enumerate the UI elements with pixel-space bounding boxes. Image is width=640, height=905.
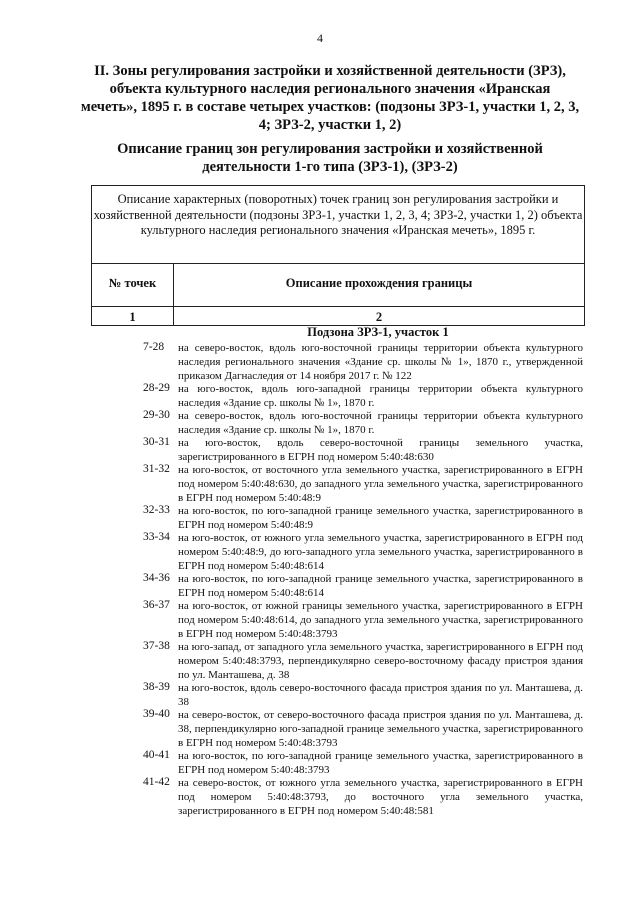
- row-points: 41-42: [143, 776, 170, 788]
- row-points: 29-30: [143, 409, 170, 421]
- subsection-title: Описание границ зон регулирования застройки и хозяйственной деятельности 1-го типа (ЗРЗ-1), (ЗРЗ-2): [117, 141, 543, 175]
- row-description: на юго-восток, от восточного угла земельного участка, зарегистрированного в ЕГРН под номером 5:40:48:630, до западного угла земельного участка, зарегистрированного в ЕГРН под номером 5:40:48:9: [178, 464, 583, 504]
- row-points: 7-28: [143, 341, 165, 353]
- row-description: на юго-запад, от западного угла земельного участка, зарегистрированного в ЕГРН под номером 5:40:48:3793, перпендикулярно северо-восточному фасаду пристроя здания по ул. Манташева, д. 38: [178, 641, 583, 681]
- page-number: 4: [317, 31, 323, 45]
- row-points: 34-36: [143, 572, 170, 584]
- row-points: 32-33: [143, 504, 170, 516]
- col-points-header: № точек: [108, 276, 157, 290]
- col-description-number: 2: [375, 310, 383, 324]
- row-points: 37-38: [143, 640, 170, 652]
- row-description: на юго-восток, от южного угла земельного участка, зарегистрированного в ЕГРН под номером 5:40:48:9, до юго-западного угла земельного участка, зарегистрированного в ЕГРН под номером 5:40:48:614: [178, 532, 583, 572]
- header-divider: [92, 263, 584, 264]
- row-points: 28-29: [143, 382, 170, 394]
- row-points: 40-41: [143, 749, 170, 761]
- column-number-divider: [92, 306, 584, 307]
- section-title: II. Зоны регулирования застройки и хозяйственной деятельности (ЗРЗ), объекта культурного наследия регионального значения «Иранская мечеть», 1895 г. в составе четырех участков: (подзоны ЗРЗ-1, участки 1, 2, 3, 4; ЗРЗ-2, участки 1, 2): [80, 63, 580, 133]
- row-description: на юго-восток, по юго-западной границе земельного участка, зарегистрированного в ЕГРН под номером 5:40:48:3793: [178, 750, 583, 776]
- row-points: 31-32: [143, 463, 170, 475]
- table-header-box: [91, 185, 585, 326]
- row-description: на юго-восток, по юго-западной границе земельного участка, зарегистрированного в ЕГРН под номером 5:40:48:9: [178, 505, 583, 531]
- row-points: 30-31: [143, 436, 170, 448]
- row-description: на юго-восток, по юго-западной границе земельного участка, зарегистрированного в ЕГРН под номером 5:40:48:614: [178, 573, 583, 599]
- row-description: на северо-восток, от северо-восточного фасада пристроя здания по ул. Манташева, д. 38, перпендикулярно юго-западной границе земельного участка, зарегистрированного в ЕГРН под номером 5:40:48:3793: [178, 709, 583, 749]
- row-description: на юго-восток, вдоль юго-западной границы территории объекта культурного наследия «Здание ср. школы № 1», 1870 г.: [178, 383, 583, 409]
- row-description: на юго-восток, вдоль северо-восточной границы земельного участка, зарегистрированного в ЕГРН под номером 5:40:48:630: [178, 437, 583, 463]
- subzone-title: Подзона ЗРЗ-1, участок 1: [307, 325, 449, 339]
- row-description: на юго-восток, вдоль северо-восточного фасада пристроя здания по ул. Манташева, д. 38: [178, 682, 583, 708]
- row-description: на северо-восток, от южного угла земельного участка, зарегистрированного в ЕГРН под номером 5:40:48:3793, до восточного угла земельного участка, зарегистрированного в ЕГРН под номером 5:40:48:581: [178, 777, 583, 817]
- row-points: 36-37: [143, 599, 170, 611]
- row-description: на юго-восток, от южной границы земельного участка, зарегистрированного в ЕГРН под номером 5:40:48:614, до западного угла земельного участка, зарегистрированного в ЕГРН под номером 5:40:48:3793: [178, 600, 583, 640]
- row-description: на северо-восток, вдоль юго-восточной границы территории объекта культурного наследия «Здание ср. школы № 1», 1870 г.: [178, 410, 583, 436]
- row-description: на северо-восток, вдоль юго-восточной границы территории объекта культурного наследия регионального значения «Здание ср. школы № 1», 1870 г., утвержденной приказом Дагнаследия от 14 ноября 2017 г. № 122: [178, 342, 583, 382]
- row-points: 39-40: [143, 708, 170, 720]
- row-points: 38-39: [143, 681, 170, 693]
- table-caption: Описание характерных (поворотных) точек границ зон регулирования застройки и хозяйственной деятельности (подзоны ЗРЗ-1, участки 1, 2, 3, 4; ЗРЗ-2, участки 1, 2) объекта культурного наследия регионального значения «Иранская мечеть», 1895 г.: [93, 192, 583, 237]
- col-points-number: 1: [129, 310, 136, 324]
- row-points: 33-34: [143, 531, 170, 543]
- col-description-header: Описание прохождения границы: [285, 276, 473, 290]
